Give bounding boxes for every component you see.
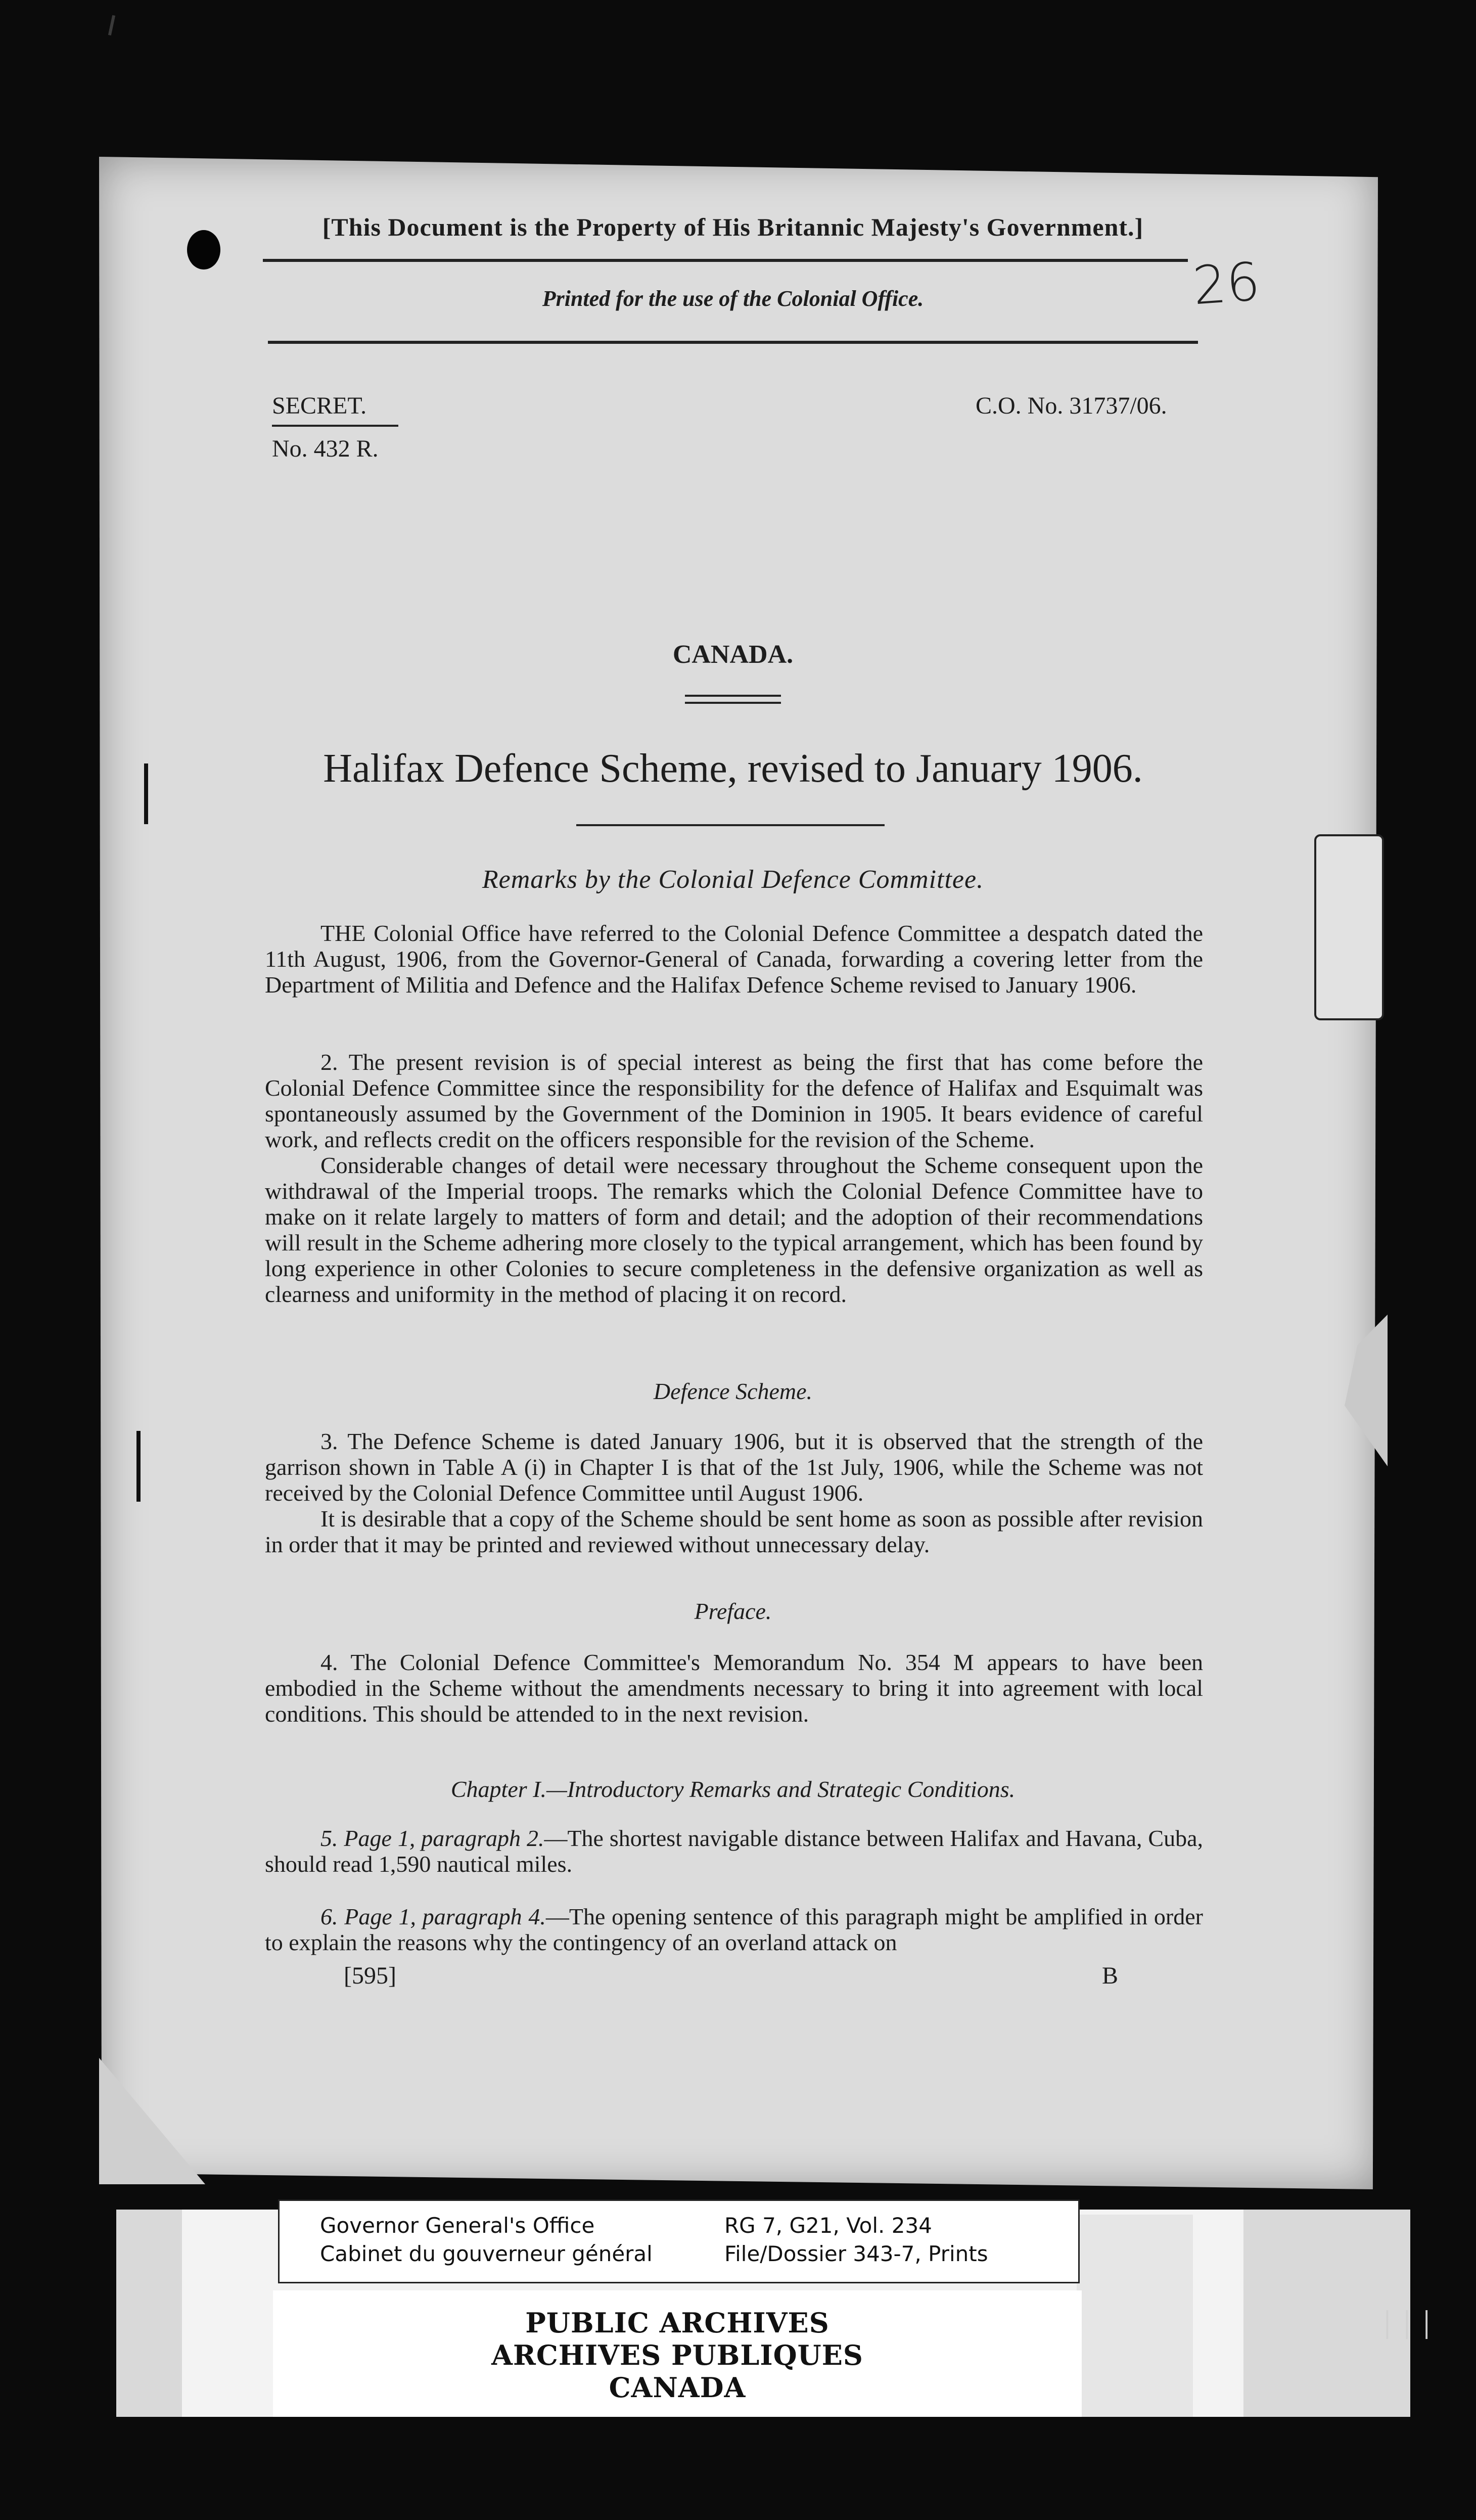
section-heading-chapter-1: Chapter I.—Introductory Remarks and Strategic Conditions. <box>450 1776 1016 1802</box>
section-heading-defence-scheme: Defence Scheme. <box>653 1378 813 1404</box>
paragraph-text: 2. The present revision is of special interest as being the first that has come before the Colonial Defence Committee since the responsibility for the defence of Halifax and Esquimalt was spontaneously assumed by the Government of the Dominion in 1905. It bears evidence of careful work, and reflects credit on the officers responsible for the revision of the Scheme. <box>265 1049 1203 1152</box>
stamp-line: CANADA <box>609 2371 746 2404</box>
property-notice: [This Document is the Property of His Britannic Majesty's Government.] <box>322 213 1144 241</box>
printed-for-line: Printed for the use of the Colonial Office. <box>542 286 924 311</box>
office-english: Governor General's Office <box>320 2213 595 2238</box>
stamp-line: ARCHIVES PUBLIQUES <box>491 2339 863 2371</box>
printer-number: [595] <box>344 1962 396 1989</box>
rule <box>268 341 1198 344</box>
record-group: RG 7, G21, Vol. 234 <box>724 2213 932 2238</box>
section-heading-preface: Preface. <box>694 1598 772 1624</box>
rule <box>263 259 1188 262</box>
paragraph-text: 3. The Defence Scheme is dated January 1906, but it is observed that the strength of the garrison shown in Table A (i) in Chapter I is that of the 1st July, 1906, while the Scheme was not received by the Colonial Defence Committee until August 1906. <box>265 1428 1203 1506</box>
co-number: C.O. No. 31737/06. <box>976 392 1167 419</box>
document-number: No. 432 R. <box>272 435 379 462</box>
film-edge-marks: │││ <box>1380 2311 1439 2339</box>
paragraph-6 <box>265 1904 1203 1955</box>
paragraph-label: 5. Page 1, paragraph 2. <box>320 1825 544 1851</box>
margin-mark <box>136 1431 141 1502</box>
film-scratch <box>108 15 115 35</box>
paragraph-2 <box>265 1049 1203 1307</box>
paragraph-text: It is desirable that a copy of the Scheme should be sent home as soon as possible after revision in order that it may be printed and reviewed without unnecessary delay. <box>265 1506 1203 1557</box>
paragraph-text <box>265 1825 1203 1877</box>
archives-stamp <box>273 2290 1082 2417</box>
paragraph-text <box>265 1904 1203 1955</box>
remarks-heading: Remarks by the Colonial Defence Committee. <box>482 865 984 894</box>
paragraph-text: 4. The Colonial Defence Committee's Memorandum No. 354 M appears to have been embodied in the Scheme without the amendments necessary to bring it into agreement with local conditions. This should be attended to in the next revision. <box>265 1649 1203 1727</box>
punch-hole <box>187 230 220 269</box>
document-title: Halifax Defence Scheme, revised to January 1906. <box>323 746 1143 791</box>
paper-tab <box>1314 834 1384 1020</box>
country-heading: CANADA. <box>672 640 794 669</box>
signature-mark: B <box>1102 1962 1119 1989</box>
stamp-line: PUBLIC ARCHIVES <box>525 2307 829 2339</box>
paragraph-5 <box>265 1825 1203 1877</box>
secret-label: SECRET. <box>272 392 367 419</box>
margin-mark <box>144 763 148 824</box>
paragraph-label: 6. Page 1, paragraph 4. <box>320 1904 546 1929</box>
rule <box>685 695 781 697</box>
paragraph-text: Considerable changes of detail were necessary throughout the Scheme consequent upon the withdrawal of the Imperial troops. The remarks which the Colonial Defence Committee have to make on it relate largely to matters of form and detail; and the adoption of their recommendations will result in the Scheme adhering more closely to the typical arrangement, which has been found by long experience in other Colonies to secure completeness in the defensive organization as well as clearness and uniformity in the method of placing it on record. <box>265 1152 1203 1307</box>
paragraph-body: —The opening sentence of this paragraph might be amplified in order to explain the reasons why the contingency of an overland attack on <box>265 1904 1203 1955</box>
office-french: Cabinet du gouverneur général <box>320 2241 653 2266</box>
rule <box>272 425 398 427</box>
paragraph-body: —The shortest navigable distance between Halifax and Havana, Cuba, should read 1,590 nautical miles. <box>265 1825 1204 1877</box>
paragraph-text: THE Colonial Office have referred to the Colonial Defence Committee a despatch dated the 11th August, 1906, from the Governor-General of Canada, forwarding a covering letter from the Department of Militia and Defence and the Halifax Defence Scheme revised to January 1906. <box>265 920 1203 998</box>
handwritten-folio-number: 26 <box>1190 250 1262 317</box>
paragraph-1 <box>265 920 1203 998</box>
paragraph-3 <box>265 1428 1203 1557</box>
rule <box>576 824 885 826</box>
archive-reference-label <box>278 2199 1080 2283</box>
rule <box>685 702 781 704</box>
paragraph-4 <box>265 1649 1203 1727</box>
archive-strip-edge <box>1077 2215 1193 2417</box>
file-reference: File/Dossier 343-7, Prints <box>724 2241 988 2266</box>
